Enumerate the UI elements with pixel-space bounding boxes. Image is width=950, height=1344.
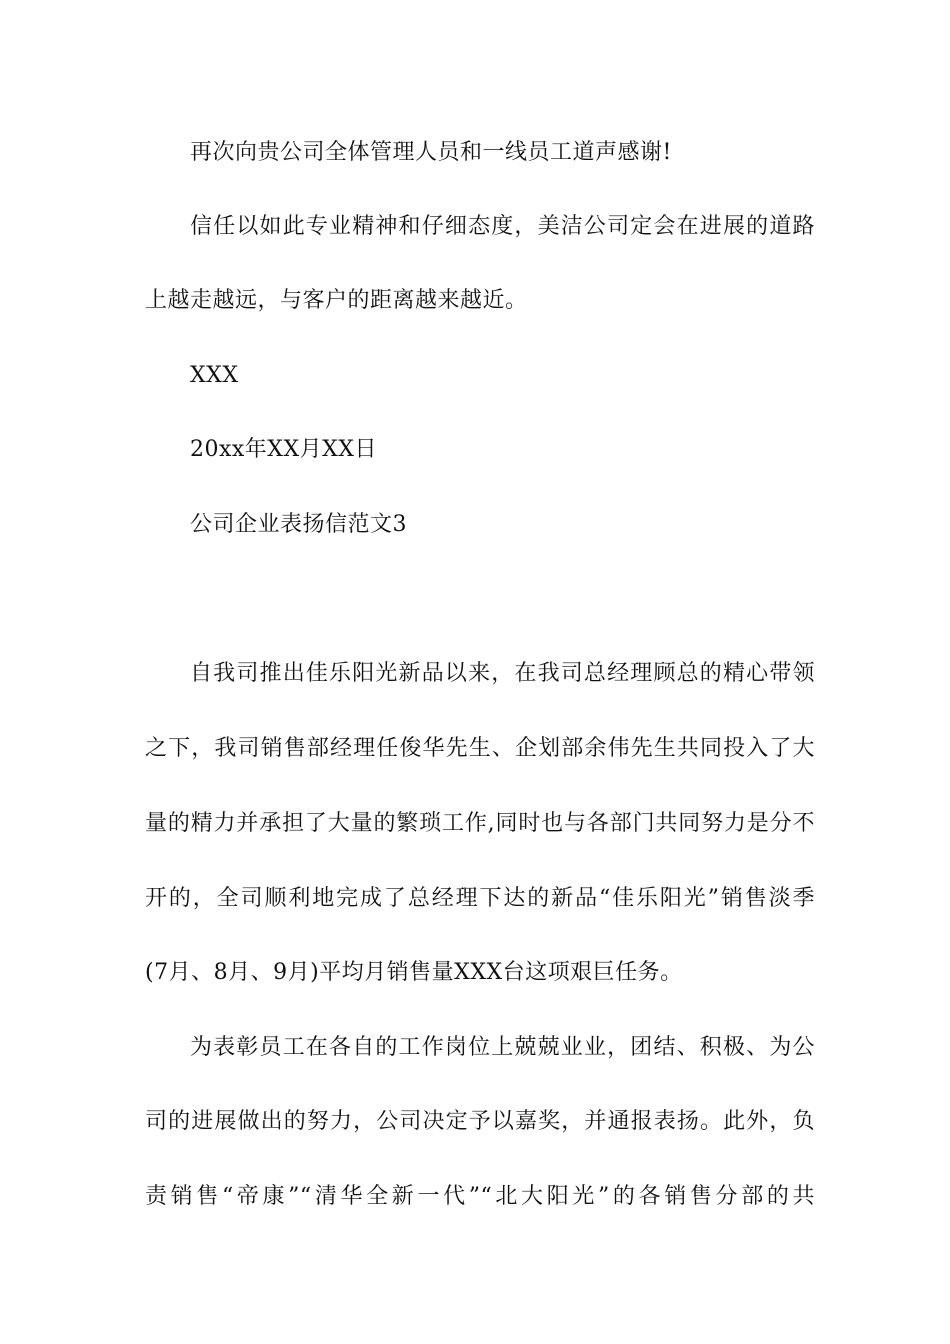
paragraph-line: (7月、8月、9月)平均月销售量XXX台这项艰巨任务。 — [145, 960, 683, 985]
paragraph-line: 司的进展做出的努力，公司决定予以嘉奖，并通报表扬。此外，负 — [145, 1109, 815, 1134]
paragraph-line: 上越走越远，与客户的距离越来越近。 — [145, 288, 528, 313]
section-title: 公司企业表扬信范文3 — [190, 512, 407, 537]
paragraph-line: 量的精力并承担了大量的繁琐工作,同时也与各部门共同努力是分不 — [145, 811, 815, 836]
signature-name: XXX — [190, 363, 239, 388]
signature-date: 20xx年XX月XX日 — [190, 437, 377, 462]
paragraph-line: 开的，全司顺利地完成了总经理下达的新品“佳乐阳光”销售淡季 — [145, 886, 815, 911]
paragraph-line: 责销售“帝康”“清华全新一代”“北大阳光”的各销售分部的共 — [145, 1184, 815, 1209]
closing-thanks-line: 再次向贵公司全体管理人员和一线员工道声感谢! — [190, 140, 672, 165]
paragraph-line: 信任以如此专业精神和仔细态度，美洁公司定会在进展的道路 — [190, 214, 815, 239]
paragraph-line: 自我司推出佳乐阳光新品以来，在我司总经理顾总的精心带领 — [190, 661, 815, 686]
paragraph-line: 为表彰员工在各自的工作岗位上兢兢业业，团结、积极、为公 — [190, 1035, 815, 1060]
paragraph-line: 之下，我司销售部经理任俊华先生、企划部余伟先生共同投入了大 — [145, 736, 815, 761]
